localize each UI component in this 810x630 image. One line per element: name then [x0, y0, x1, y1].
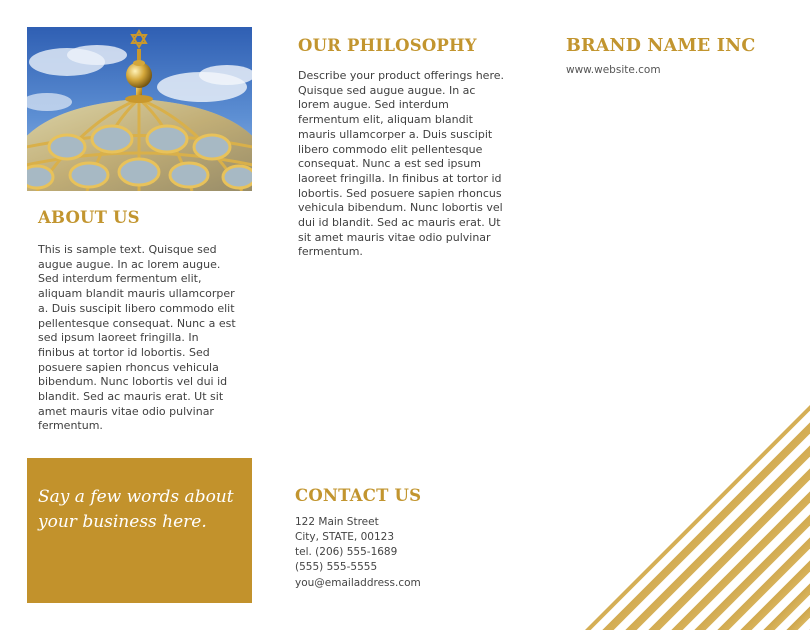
philosophy-heading: OUR PHILOSOPHY [298, 36, 477, 55]
about-body-text: This is sample text. Quisque sed augue augue. In ac lorem augue. Sed interdum fermentum elit, aliquam blandit mauris ullamcorper a. Duis suscipit libero commodo elit pellentesque consequat. Nunc a est sed ipsum laoreet fringilla. In finibus at tortor id lobortis. Sed posuere sapien rhoncus vehicula bibendum. Nunc lobortis vel dui id blandit. Sed ac mauris erat. Ut sit amet mauris vitae odio pulvinar fermentum. [38, 243, 236, 433]
philosophy-body-text: Describe your product offerings here. Quisque sed augue augue. In ac lorem augue. Sed interdum fermentum elit, aliquam blandit mauris ullamcorper a. Duis suscipit libero commodo elit pellentesque consequat. Nunc a est sed ipsum laoreet fringilla. In finibus at tortor id lobortis. Sed posuere sapien rhoncus vehicula bibendum. Nunc lobortis vel dui id blandit. Sed ac mauris erat. Ut sit amet mauris vitae odio pulvinar fermentum. [298, 69, 504, 259]
about-heading: ABOUT US [38, 208, 140, 227]
brand-website: www.website.com [566, 64, 661, 76]
brand-name: BRAND NAME INC [566, 36, 756, 56]
contact-street: 122 Main Street [295, 516, 379, 528]
contact-city: City, STATE, 00123 [295, 531, 395, 543]
contact-heading: CONTACT US [295, 486, 422, 505]
contact-phone2: (555) 555-5555 [295, 561, 378, 573]
tagline-text: Say a few words about your business here. [38, 487, 234, 532]
contact-tel: tel. (206) 555-1689 [295, 546, 398, 558]
contact-email: you@emailaddress.com [295, 577, 421, 589]
